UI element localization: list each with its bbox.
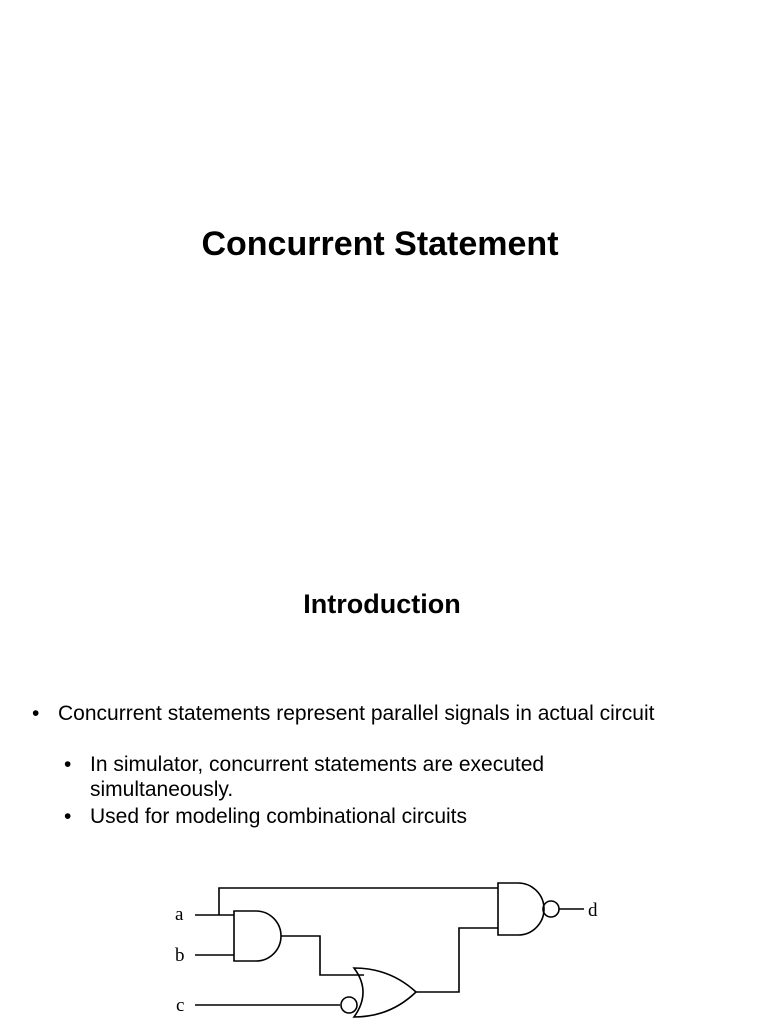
input-label-a: a — [175, 904, 184, 925]
bullet-text: Concurrent statements represent parallel signals in actual circuit — [58, 702, 655, 725]
logic-circuit-diagram — [150, 860, 620, 1024]
bullet-text: Used for modeling combinational circuits — [90, 805, 468, 828]
nand-gate — [498, 883, 544, 935]
input-label-c: c — [176, 995, 185, 1016]
output-label-d: d — [588, 900, 598, 921]
wire-or-to-nand — [416, 928, 498, 992]
nand-output-bubble — [543, 901, 559, 917]
sub-bullet-item — [64, 804, 624, 829]
bullet-marker: • — [64, 805, 72, 828]
input-label-b: b — [175, 945, 185, 966]
slide-title: Concurrent Statement — [201, 225, 559, 263]
and-gate — [234, 911, 281, 961]
or-input-bubble — [341, 997, 357, 1013]
wire-and-to-or — [281, 936, 364, 975]
section-title: Introduction — [303, 589, 461, 619]
sub-bullet-item — [64, 752, 624, 802]
bullet-marker: • — [64, 753, 72, 776]
bullet-marker: • — [32, 702, 40, 725]
bullet-text: In simulator, concurrent statements are executed simultaneously. — [90, 753, 545, 801]
bullet-item — [32, 701, 752, 726]
